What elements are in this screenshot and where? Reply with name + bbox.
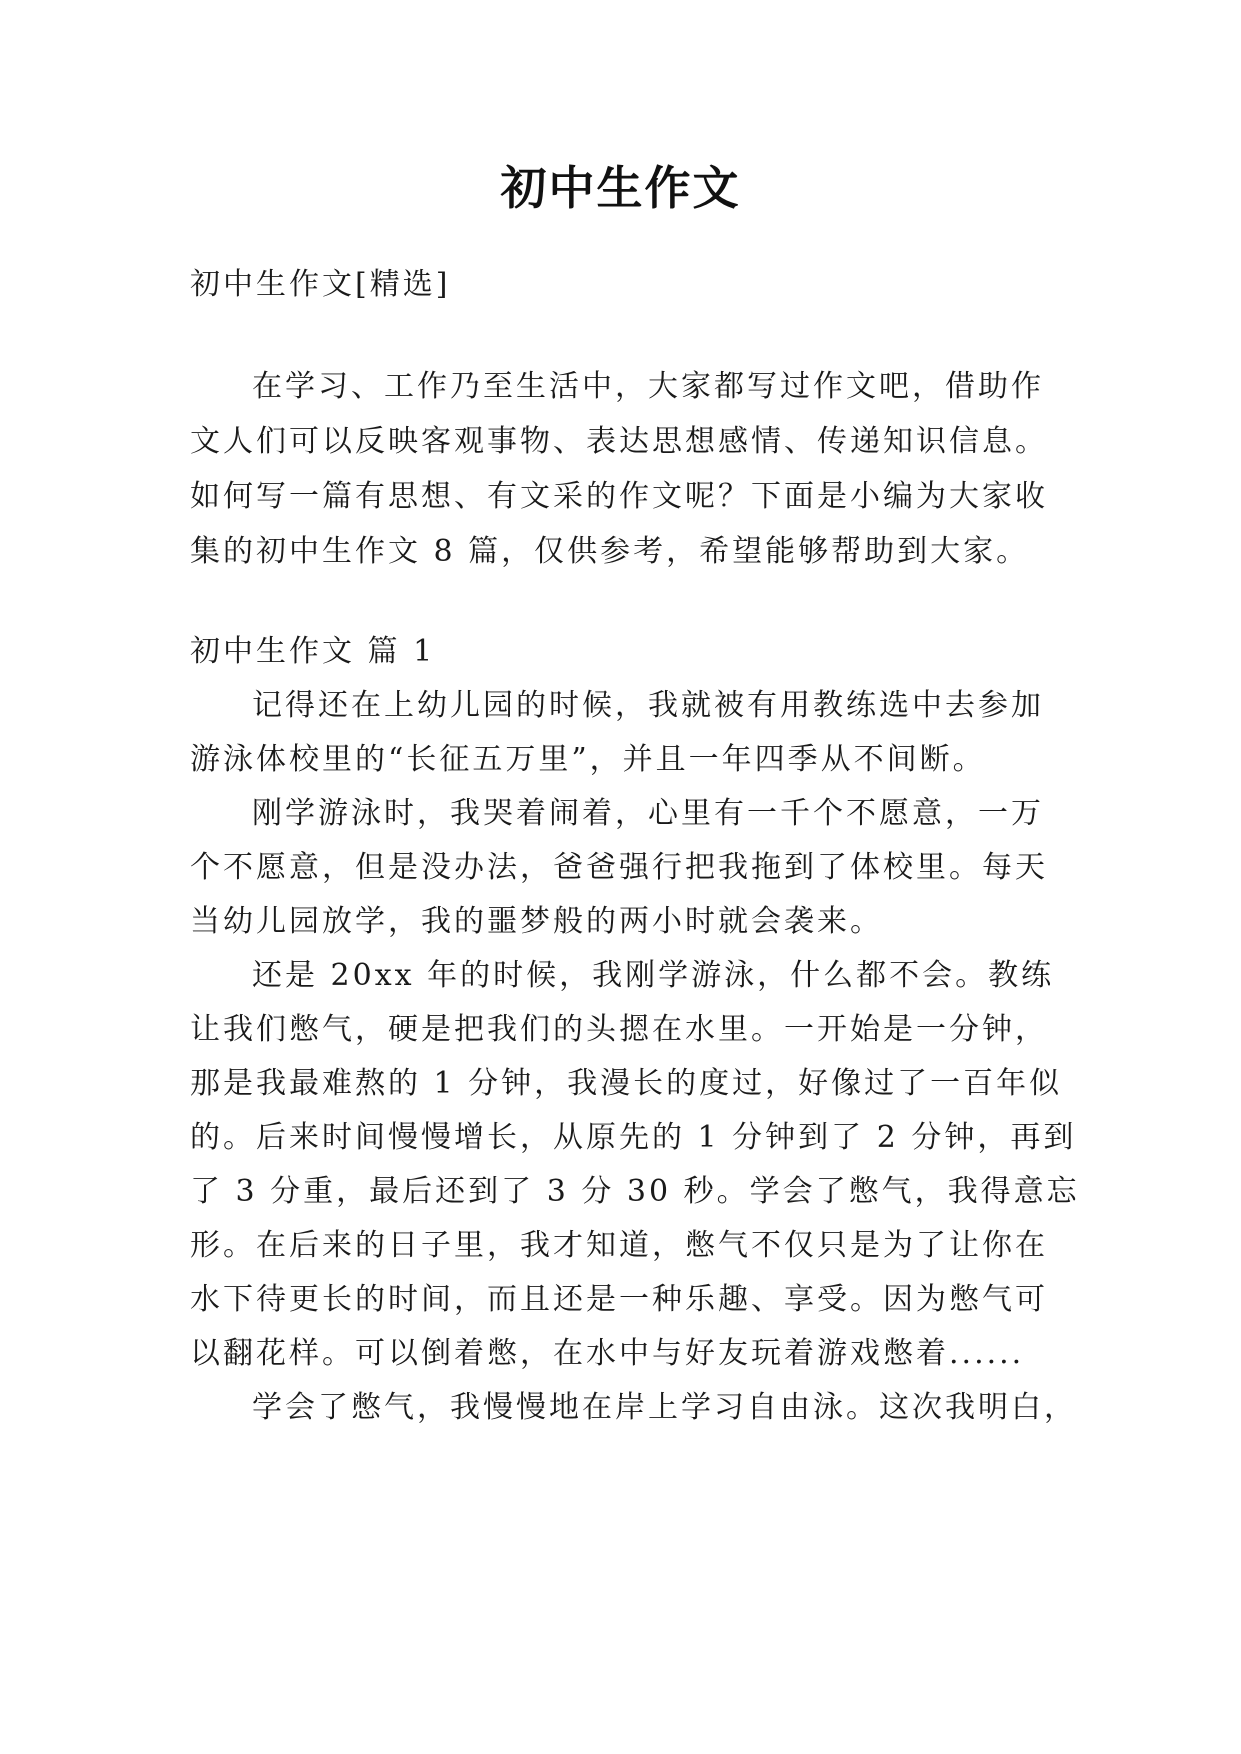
intro-line: 文人们可以反映客观事物、表达思想感情、传递知识信息。 bbox=[190, 424, 1048, 459]
body-line: 了 3 分重，最后还到了 3 分 30 秒。学会了憋气，我得意忘 bbox=[190, 1174, 1080, 1209]
body-line: 记得还在上幼儿园的时候，我就被有用教练选中去参加 bbox=[252, 688, 1044, 723]
body-line: 以翻花样。可以倒着憋，在水中与好友玩着游戏憋着...... bbox=[190, 1336, 1025, 1371]
body-line: 游泳体校里的“长征五万里”，并且一年四季从不间断。 bbox=[190, 742, 986, 777]
document-subtitle: 初中生作文[精选] bbox=[190, 267, 451, 302]
body-line: 刚学游泳时，我哭着闹着，心里有一千个不愿意，一万 bbox=[252, 796, 1044, 831]
body-line: 形。在后来的日子里，我才知道，憋气不仅只是为了让你在 bbox=[190, 1228, 1048, 1263]
body-line: 还是 20xx 年的时候，我刚学游泳，什么都不会。教练 bbox=[252, 958, 1055, 993]
body-line: 当幼儿园放学，我的噩梦般的两小时就会袭来。 bbox=[190, 904, 883, 939]
body-line: 的。后来时间慢慢增长，从原先的 1 分钟到了 2 分钟，再到 bbox=[190, 1120, 1077, 1155]
intro-line: 如何写一篇有思想、有文采的作文呢？下面是小编为大家收 bbox=[190, 479, 1048, 514]
intro-line: 集的初中生作文 8 篇，仅供参考，希望能够帮助到大家。 bbox=[190, 534, 1030, 569]
section-heading: 初中生作文 篇 1 bbox=[190, 634, 436, 669]
body-line: 学会了憋气，我慢慢地在岸上学习自由泳。这次我明白， bbox=[252, 1390, 1077, 1425]
body-line: 那是我最难熬的 1 分钟，我漫长的度过，好像过了一百年似 bbox=[190, 1066, 1063, 1101]
document-title: 初中生作文 bbox=[500, 161, 741, 215]
body-line: 水下待更长的时间，而且还是一种乐趣、享受。因为憋气可 bbox=[190, 1282, 1048, 1317]
body-line: 让我们憋气，硬是把我们的头摁在水里。一开始是一分钟， bbox=[190, 1012, 1048, 1047]
body-line: 个不愿意，但是没办法，爸爸强行把我拖到了体校里。每天 bbox=[190, 850, 1048, 885]
intro-line: 在学习、工作乃至生活中，大家都写过作文吧，借助作 bbox=[252, 369, 1044, 404]
